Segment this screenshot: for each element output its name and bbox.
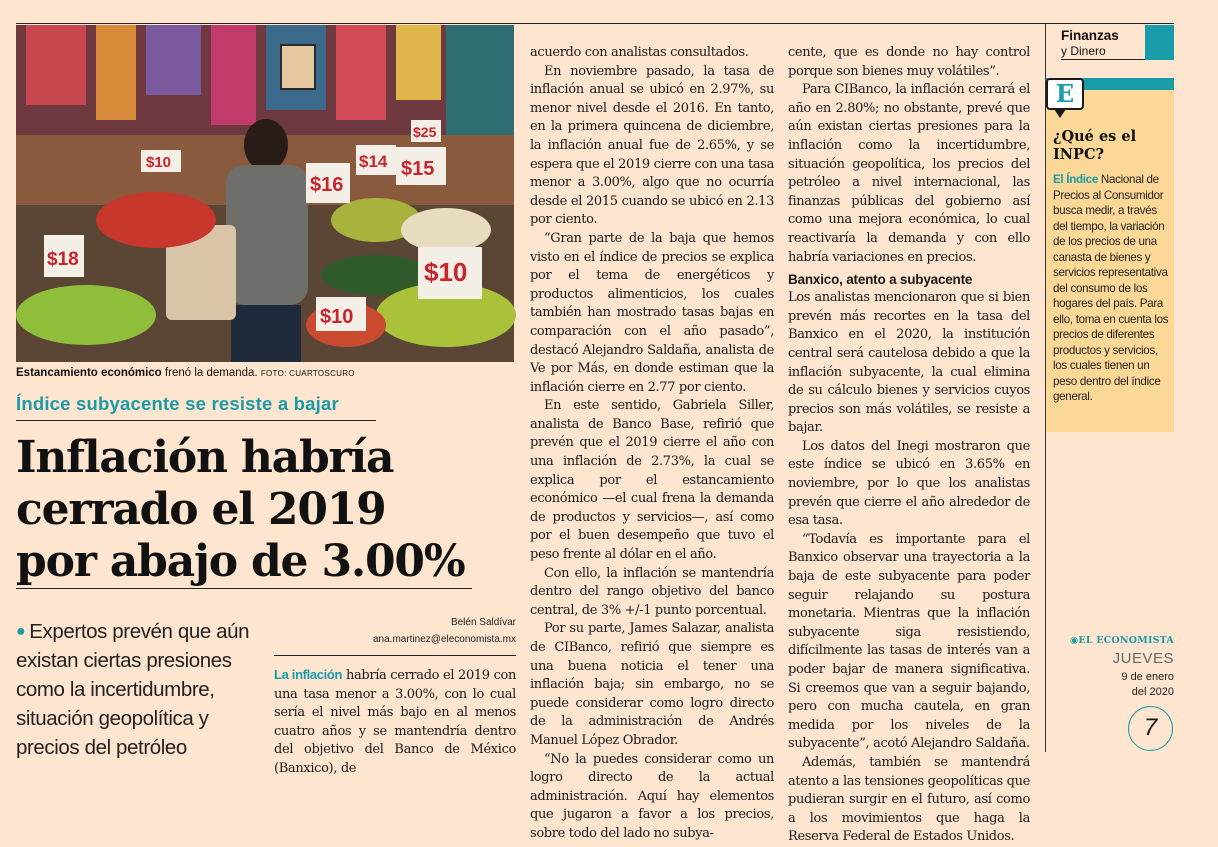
article-paragraph: En este sentido, Gabriela Siller, analista de Banco Base, refirió que prevén que el 2019 cierre el año con una inflación de 2.73%, la cual se explica por el estancamiento económico —el cual frena la demanda de productos y servicios—, así como por el buen desempeño que tuvo el peso frente al dólar en el año. <box>530 398 774 563</box>
article-paragraph: Para CIBanco, la inflación cerrará el año en 2.80%; no obstante, prevé que aún existan ciertas presiones para la inflación como la incertidumbre, situación geopolítica, los precios del petróleo a nivel internacional, las finanzas públicas del gobierno así como una mejora económica, lo cual reactivaría la demanda y con ello habría variaciones en precios. <box>788 82 1030 265</box>
section-color-block <box>1145 25 1174 60</box>
article-paragraph: Por su parte, James Salazar, analista de CIBanco, refirió que siempre es una buena noticia el tener una inflación baja; sin embargo, no se puede considerar como logro directo de la administración de Andrés Manuel López Obrador. <box>530 621 774 748</box>
top-rule <box>16 23 1174 24</box>
headline <box>16 432 516 589</box>
price-sign: $10 <box>320 306 354 328</box>
article-paragraph: cente, que es donde no hay control porque son bienes muy volátiles”. <box>788 45 1030 79</box>
section-sub: y Dinero <box>1061 44 1106 58</box>
article-paragraph: Con ello, la inflación se mantendría dentro del rango objetivo del banco central, de 3% +/-1 punto porcentual. <box>530 565 774 618</box>
brand-logo: ◉EL ECONOMISTA <box>1069 635 1174 646</box>
article-column-2 <box>530 44 774 841</box>
article-paragraph: Los analistas mencionaron que si bien prevén más recortes en la tasa del Banxico en el 2020, la institución central será cautelosa debido a que la inflación subyacente, la cual elimina de su cálculo bienes y servicios cuyos precios son más volátiles, se resiste a bajar. <box>788 290 1030 436</box>
article-paragraph: “Todavía es importante para el Banxico observar una trayectoria a la baja de este subyacente para poder seguir relajando su postura monetaria. Mientras que la inflación subyacente siga resistiendo, difícilmente las tasas de interés van a poder bajar de manera significativa. Si creemos que van a seguir bajando, pero con mucha cautela, en gran medida por los niveles de la subyacente”, acotó Alejandro Saldaña. <box>788 531 1030 752</box>
sidebar-body: El Índice Nacional de Precios al Consumidor busca medir, a través del tiempo, la variación de los precios de una canasta de bienes y servicios representativa del consumo de los hogares del país. Para ello, toma en cuenta los precios de diferentes productos y servicios, los cuales tienen un peso dentro del índice general. <box>1053 173 1169 403</box>
date-weekday: JUEVES <box>1112 650 1174 667</box>
photo-credit: FOTO: CUARTOSCURO <box>260 369 355 378</box>
article-paragraph: Además, también se mantendrá atento a las tensiones geopolíticas que pudieran surgir en el futuro, así como a los movimientos que haga la Reserva Federal de Estados Unidos. <box>788 754 1030 845</box>
date-year: del 2020 <box>1131 686 1174 698</box>
photo-caption <box>16 367 516 379</box>
article-column-1 <box>274 666 516 776</box>
price-sign: $10 <box>424 257 468 287</box>
section-name: Finanzas <box>1061 28 1119 43</box>
article-paragraph: La inflación habría cerrado el 2019 con una tasa menor a 3.00%, con lo cual sería el nivel más bajo en al menos cuatro años y se mantendría dentro del objetivo del Banco de México (Banxico), de <box>274 667 516 776</box>
page-number: 7 <box>1128 706 1173 751</box>
speech-bubble-icon: E <box>1046 78 1084 110</box>
lead-in: La inflación <box>274 667 343 682</box>
byline-rule <box>274 655 516 656</box>
article-paragraph: “Gran parte de la baja que hemos visto en el índice de precios se explica por el tema de energéticos y productos alimenticios, los cuales también han mostrado tasas bajas en comparación con el año pasado”, destacó Alejandro Saldaña, analista de Ve por Más, en donde estiman que la inflación cierre en 2.77 por ciento. <box>530 230 774 395</box>
byline-email[interactable]: ana.martinez@eleconomista.mx <box>373 634 516 645</box>
headline-line: por abajo de 3.00% <box>16 536 472 589</box>
price-sign: $15 <box>401 158 435 180</box>
price-sign: $25 <box>413 124 437 140</box>
article-paragraph: “No la puedes considerar como un logro directo de la actual administración. Aquí hay elementos que jugaron a favor a los precios, sobre todo del lado no subya- <box>530 751 774 841</box>
article-paragraph: En noviembre pasado, la tasa de inflación anual se ubicó en 2.97%, su menor nivel desde el 2016. En tanto, en la primera quincena de diciembre, la inflación anual fue de 2.65%, y se espera que el 2019 cierre con una tasa menor a 3.00%, algo que no ocurría desde el 2015 cuando se ubicó en 2.13 por ciento. <box>530 63 774 228</box>
price-sign: $18 <box>47 249 79 270</box>
date-day: 9 de enero <box>1121 671 1174 683</box>
section-label <box>1061 28 1145 58</box>
headline-line: cerrado el 2019 <box>16 484 386 535</box>
article-column-3 <box>788 44 1030 845</box>
market-photo <box>16 25 514 362</box>
caption-text: frenó la demanda. <box>161 367 258 379</box>
price-sign: $16 <box>310 174 344 196</box>
price-sign: $14 <box>359 152 388 171</box>
article-paragraph: Los datos del Inegi mostraron que este índice se ubicó en 3.65% en noviembre, por lo que los analistas prevén que cierre el año alrededor de esa tasa. <box>788 438 1030 529</box>
byline <box>270 614 516 648</box>
bullet-dot-icon: ● <box>16 623 26 640</box>
sidebar-lead: El Índice <box>1053 173 1098 186</box>
price-sign: $10 <box>146 154 172 171</box>
subheading: Banxico, atento a subyacente <box>788 272 973 288</box>
section-rule <box>1061 59 1145 60</box>
byline-author: Belén Saldívar <box>450 617 516 628</box>
summary-bullet <box>16 617 266 762</box>
kicker: Índice subyacente se resiste a bajar <box>16 393 376 421</box>
sidebar-title: ¿Qué es el INPC? <box>1053 128 1137 163</box>
article-paragraph: acuerdo con analistas consultados. <box>530 45 749 60</box>
bullet-text: Expertos prevén que aún existan ciertas presiones como la incertidumbre, situación geopolítica y precios del petróleo <box>16 620 250 759</box>
caption-bold: Estancamiento económico <box>16 367 162 379</box>
headline-line: Inflación habría <box>16 432 394 483</box>
market-illustration <box>16 25 514 362</box>
